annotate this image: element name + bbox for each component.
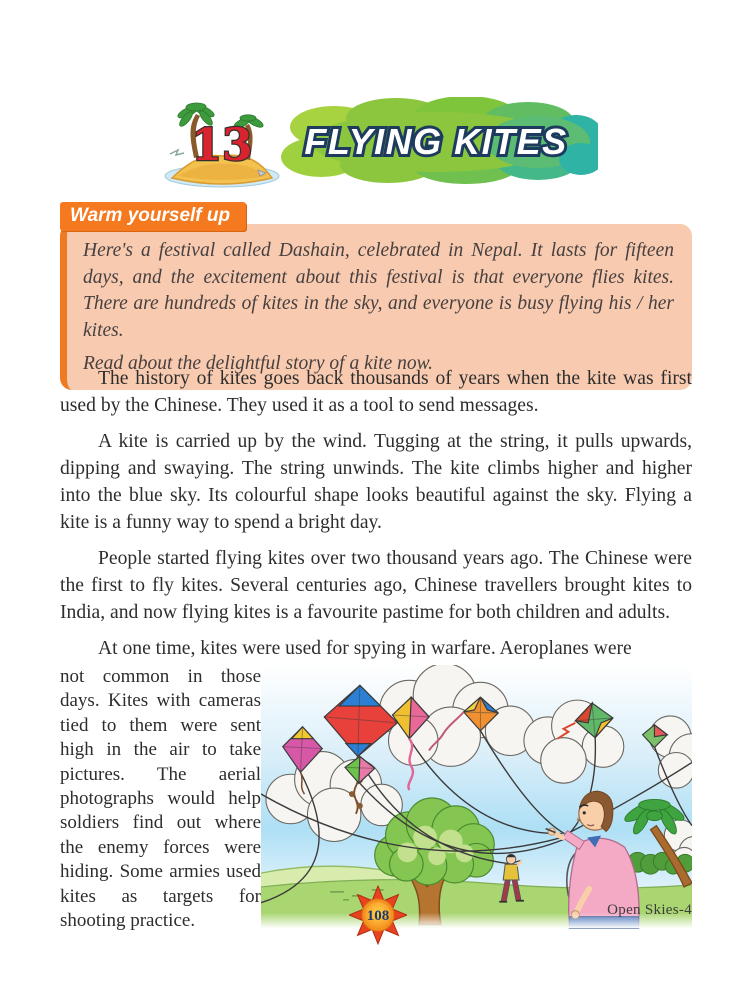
warm-up-closing-text: Read about the delightful story of a kite now. xyxy=(83,353,434,374)
paragraph-3: People started flying kites over two thousand years ago. The Chinese were the first to fly kites. Several centuries ago, Chinese travellers brought kites to India, and now flying kites is a favourite pastime for both children and adults. xyxy=(60,548,692,623)
warm-up-label: Warm yourself up xyxy=(60,202,246,231)
page-number: 108 xyxy=(366,908,390,925)
paragraph-4-rest: not common in those days. Kites with cameras tied to them were sent high in the air to take pictures. The aerial photographs would help soldiers find out where the enemy forces were hiding. Some armies used kites as targets for shooting practice. xyxy=(60,666,261,932)
chapter-header xyxy=(158,96,598,192)
cloud-banner-icon xyxy=(276,97,598,187)
lesson-body xyxy=(60,356,692,933)
page-number-badge xyxy=(349,884,407,946)
kite-flying-illustration xyxy=(261,665,692,929)
paragraph-1: The history of kites goes back thousands of years when the kite was first used by the Chinese. They used it as a tool to send messages. xyxy=(60,368,692,416)
island-icon xyxy=(158,96,286,192)
paragraph-4-intro: At one time, kites were used for spying in warfare. Aeroplanes were xyxy=(98,638,632,659)
warm-up-intro-text: Here's a festival called Dashain, celebrated in Nepal. It lasts for fifteen days, and the excitement about this festival is that everyone flies kites. There are hundreds of kites in the sky, and everyone is busy flying his / her kites. xyxy=(83,240,674,341)
book-title: Open Skies-4 xyxy=(607,902,692,918)
paragraph-2: A kite is carried up by the wind. Tugging at the string, it pulls upwards, dipping and swaying. The string unwinds. The kite climbs higher and higher into the blue sky. Its colourful shape looks beautiful against the sky. Flying a kite is a funny way to spend a bright day. xyxy=(60,431,692,533)
chapter-number: 13 xyxy=(191,120,253,171)
page-title: FLYING KITES xyxy=(304,121,568,162)
